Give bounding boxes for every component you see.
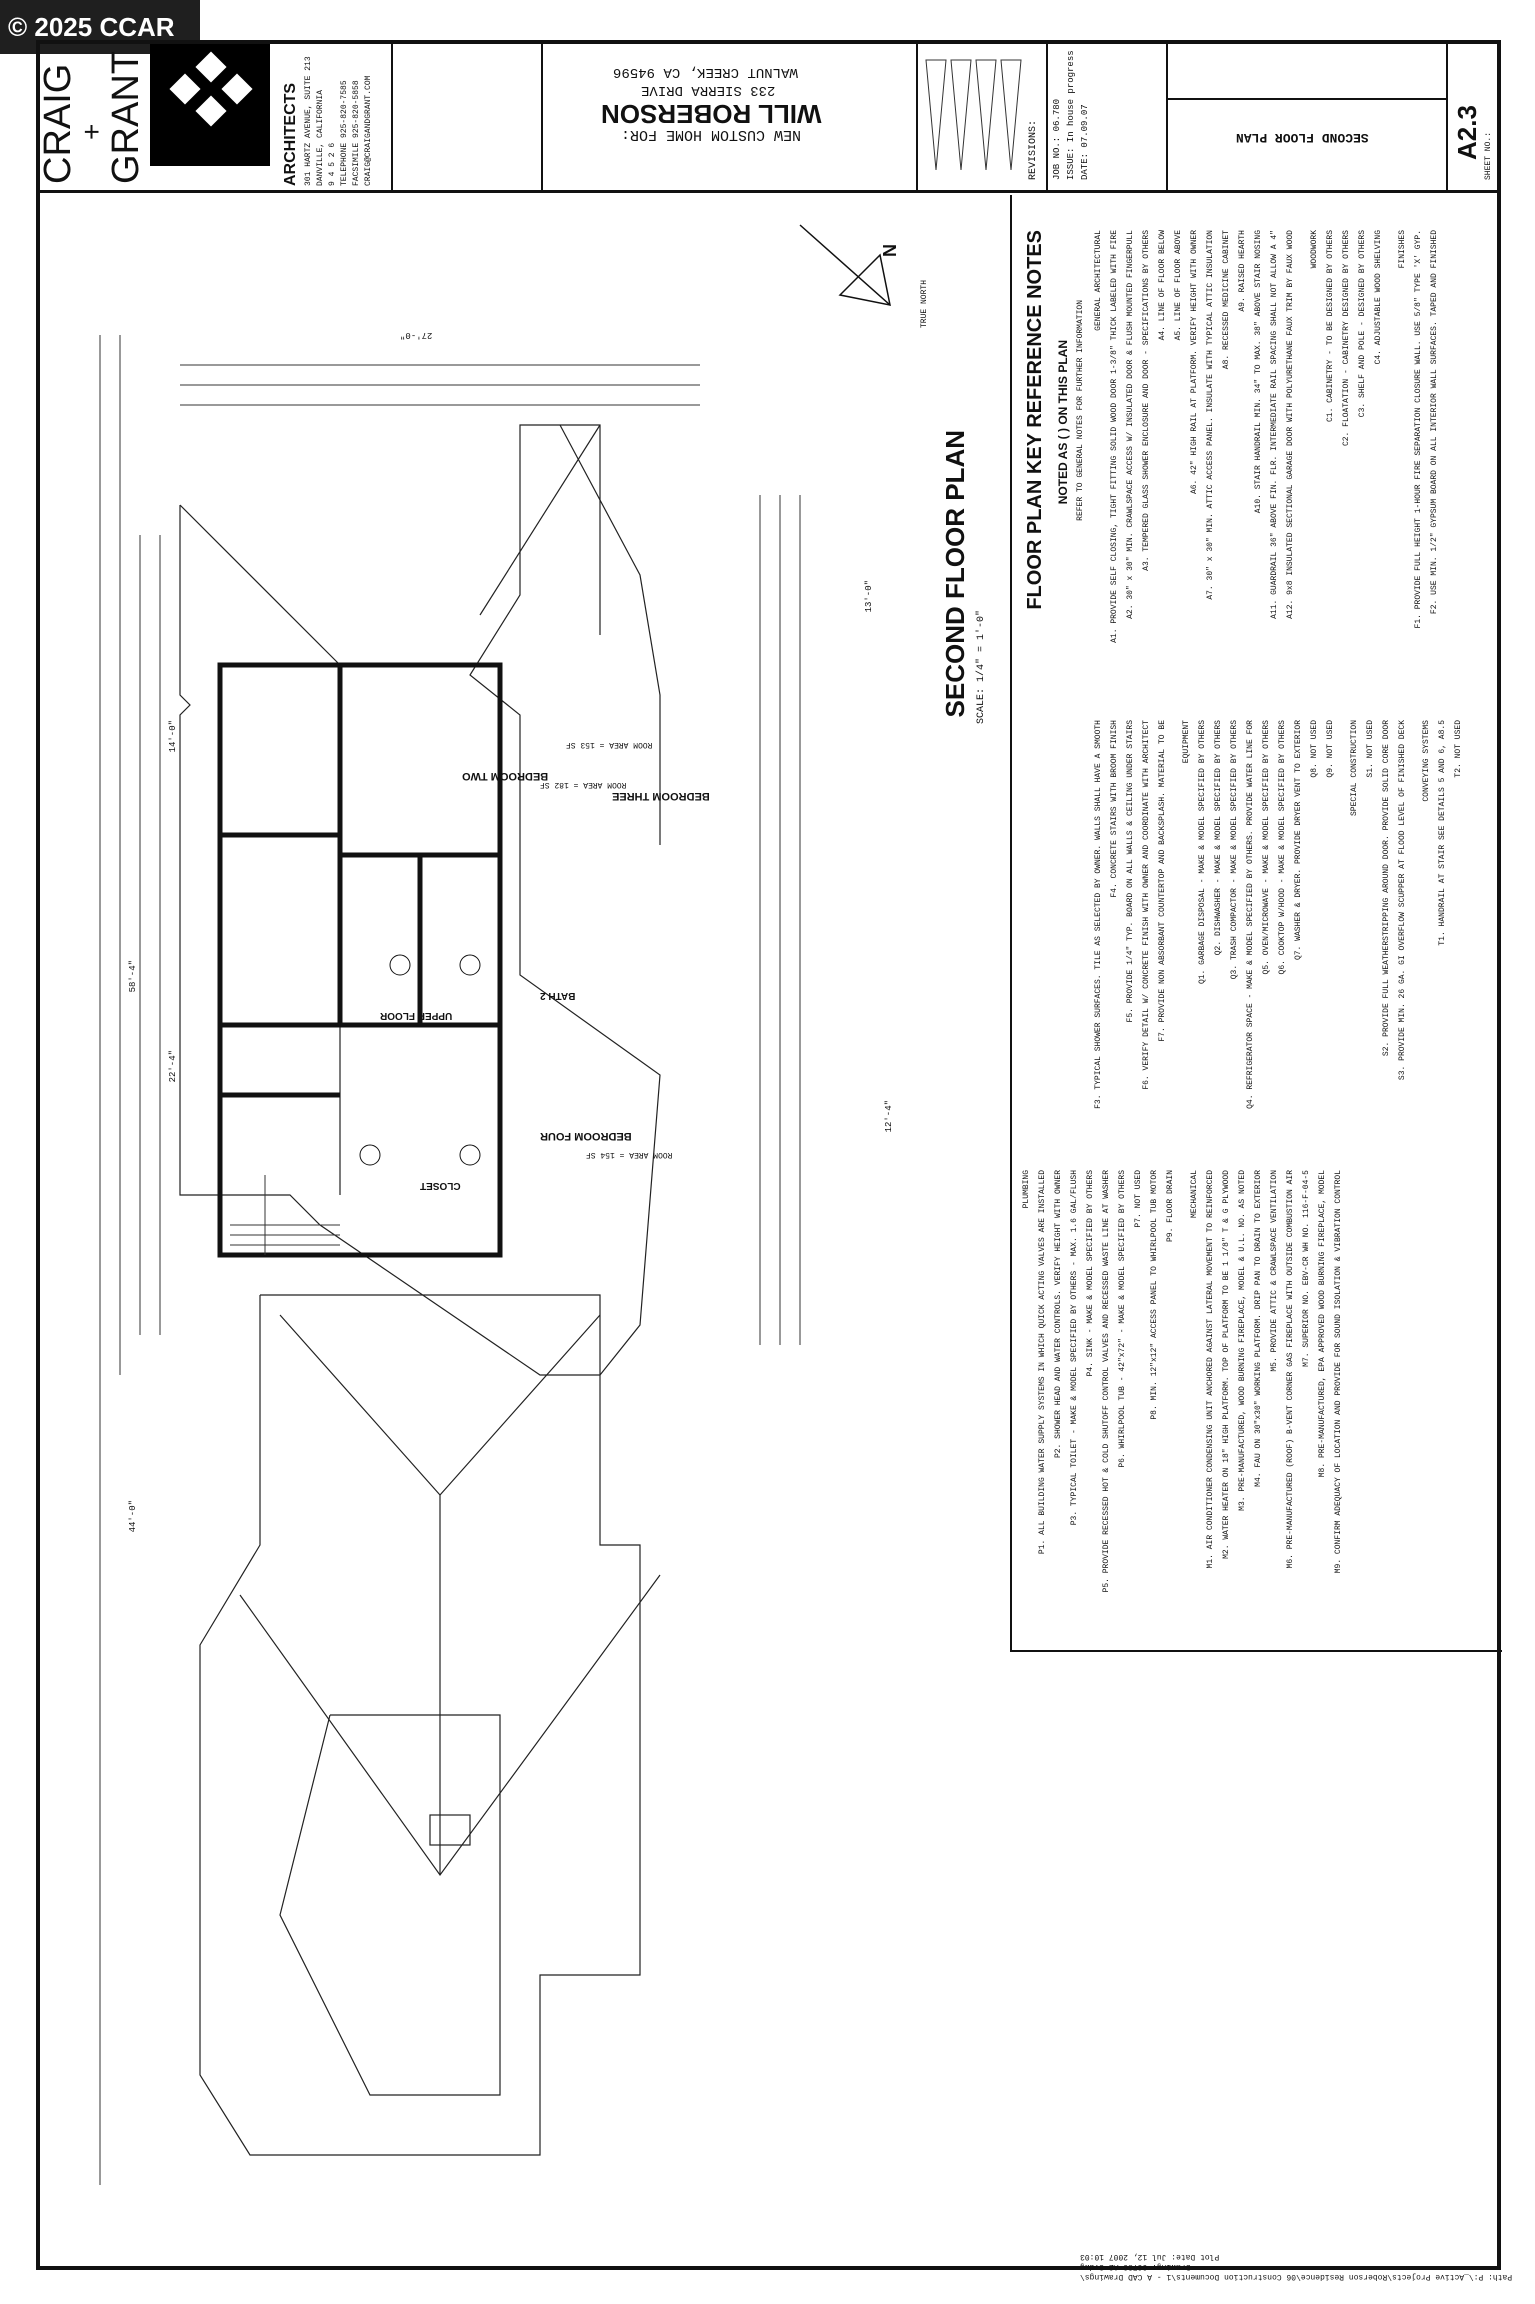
project-line1: NEW CUSTOM HOME FOR: bbox=[621, 126, 802, 143]
dimension-label: 12'-4" bbox=[884, 1100, 894, 1133]
note-line: Q8. NOT USED bbox=[1310, 720, 1319, 778]
north-arrow-icon bbox=[800, 225, 890, 305]
note-line: M5. PROVIDE ATTIC & CRAWLSPACE VENTILATION bbox=[1270, 1170, 1279, 1372]
sheet-title-block bbox=[1166, 40, 1448, 190]
room-bedroom-two-area: ROOM AREA = 153 SF bbox=[566, 740, 653, 749]
note-line: GENERAL ARCHITECTURAL bbox=[1094, 230, 1103, 331]
note-line: M9. CONFIRM ADEQUACY OF LOCATION AND PROVIDE FOR SOUND ISOLATION & VIBRATION CONTROL bbox=[1334, 1170, 1343, 1574]
firm-name: CRAIG bbox=[37, 63, 79, 184]
note-line: M4. FAU ON 30"x30" WORKING PLATFORM. DRIP PAN TO DRAIN TO EXTERIOR bbox=[1254, 1170, 1263, 1487]
dimension-label: 13'-0" bbox=[864, 580, 874, 613]
firm-plus: + bbox=[76, 123, 107, 140]
project-owner: WILL ROBERSON bbox=[601, 99, 822, 129]
plot-date: Plot Date: Jul 12, 2007 10:03 bbox=[1080, 2252, 1220, 2261]
note-line: A5. LINE OF FLOOR ABOVE bbox=[1174, 230, 1183, 341]
sheet-number-label: SHEET NO.: bbox=[1484, 131, 1493, 180]
note-line: S3. PROVIDE MIN. 26 GA. GI OVERFLOW SCUPPER AT FLOOD LEVEL OF FINISHED DECK bbox=[1398, 720, 1407, 1081]
note-line: P2. SHOWER HEAD AND WATER CONTROLS. VERIFY HEIGHT WITH OWNER bbox=[1054, 1170, 1063, 1459]
note-line: Q5. OVEN/MICROWAVE - MAKE & MODEL SPECIFIED BY OTHERS bbox=[1262, 720, 1271, 975]
revisions-block bbox=[916, 40, 1048, 190]
sheet-title: SECOND FLOOR PLAN bbox=[1236, 130, 1369, 145]
note-line: Q7. WASHER & DRYER. PROVIDE DRYER VENT TO EXTERIOR bbox=[1294, 720, 1303, 961]
note-line: P8. MIN. 12"x12" ACCESS PANEL TO WHIRLPOOL TUB MOTOR bbox=[1150, 1170, 1159, 1420]
firm-telephone: TELEPHONE 925-820-7585 bbox=[340, 80, 349, 186]
note-line: F3. TYPICAL SHOWER SURFACES. TILE AS SELECTED BY OWNER. WALLS SHALL HAVE A SMOOTH bbox=[1094, 720, 1103, 1109]
plot-drawing: Drawing: 06780-A2-3.dwg bbox=[1080, 2262, 1191, 2271]
note-line: A4. LINE OF FLOOR BELOW bbox=[1158, 230, 1167, 341]
firm-fax: FACSIMILE 925-820-5858 bbox=[352, 80, 361, 186]
note-line: CONVEYING SYSTEMS bbox=[1422, 720, 1431, 802]
title-block bbox=[36, 40, 1501, 193]
note-line: Q4. REFRIGERATOR SPACE - MAKE & MODEL SPECIFIED BY OTHERS. PROVIDE WATER LINE FOR bbox=[1246, 720, 1255, 1109]
firm-email: CRAIG@CRAIGANDGRANT.COM bbox=[364, 75, 373, 186]
note-line: M8. PRE-MANUFACTURED, EPA APPROVED WOOD BURNING FIREPLACE, MODEL bbox=[1318, 1170, 1327, 1478]
note-line: A3. TEMPERED GLASS SHOWER ENCLOSURE AND DOOR - SPECIFICATIONS BY OTHERS bbox=[1142, 230, 1151, 571]
notes-col-3 bbox=[1020, 1170, 1490, 1640]
note-line: F7. PROVIDE NON ABSORBANT COUNTERTOP AND BACKSPLASH. MATERIAL TO BE bbox=[1158, 720, 1167, 1042]
dimension-label: 44'-0" bbox=[128, 1500, 138, 1533]
logo-diamond-icon bbox=[221, 73, 252, 104]
note-line: EQUIPMENT bbox=[1182, 720, 1191, 764]
note-line: C4. ADJUSTABLE WOOD SHELVING bbox=[1374, 230, 1383, 365]
note-line: F5. PROVIDE 1/4" TYP. BOARD ON ALL WALLS & CEILING UNDER STAIRS bbox=[1126, 720, 1135, 1023]
note-line: M7. SUPERIOR NO. EBV-CR WH NO. 116-F-04-5 bbox=[1302, 1170, 1311, 1367]
note-line: M2. WATER HEATER ON 18" HIGH PLATFORM. TOP OF PLATFORM TO BE 1 1/8" T & G PLYWOOD bbox=[1222, 1170, 1231, 1559]
note-line: F1. PROVIDE FULL HEIGHT 1-HOUR FIRE SEPARATION CLOSURE WALL. USE 5/8" TYPE 'X' GYP. bbox=[1414, 230, 1423, 629]
firm-address1: 301 HARTZ AVENUE, SUITE 213 bbox=[304, 56, 313, 186]
note-line: A6. 42" HIGH RAIL AT PLATFORM. VERIFY HEIGHT WITH OWNER bbox=[1190, 230, 1199, 495]
firm-address2: DANVILLE, CALIFORNIA bbox=[316, 89, 325, 186]
note-line: F4. CONCRETE STAIRS WITH BROOM FINISH bbox=[1110, 720, 1119, 898]
room-bath-2: BATH 2 bbox=[540, 990, 576, 1001]
note-line: P9. FLOOR DRAIN bbox=[1166, 1170, 1175, 1243]
plot-path: Path: P:\_Active Projects\Roberson Residence\06 Construction Documents\1 - A CAD Drawings\ bbox=[1080, 2272, 1513, 2281]
room-upper-floor: UPPER FLOOR bbox=[380, 1010, 453, 1021]
sheet-number-block bbox=[1446, 40, 1501, 190]
note-line: A10. STAIR HANDRAIL MIN. 34" TO MAX. 38" ABOVE STAIR NOSING bbox=[1254, 230, 1263, 514]
note-line: PLUMBING bbox=[1022, 1170, 1031, 1209]
note-line: C2. FLOATATION - CABINETRY DESIGNED BY OTHERS bbox=[1342, 230, 1351, 447]
logo-mark bbox=[150, 44, 270, 166]
note-line: P7. NOT USED bbox=[1134, 1170, 1143, 1228]
room-bedroom-two: BEDROOM TWO bbox=[462, 770, 549, 782]
note-line: M1. AIR CONDITIONER CONDENSING UNIT ANCHORED AGAINST LATERAL MOVEMENT TO REINFORCED bbox=[1206, 1170, 1215, 1569]
job-number: JOB NO.: 06.780 bbox=[1052, 98, 1062, 180]
notes-col-2 bbox=[1092, 720, 1492, 1160]
note-line: A2. 30" x 30" MIN. CRAWLSPACE ACCESS W/ INSULATED DOOR & FLUSH MOUNTED FINGERPULL bbox=[1126, 230, 1135, 619]
note-line: P5. PROVIDE RECESSED HOT & COLD SHUTOFF CONTROL VALVES AND RECESSED WASTE LINE AT WASHER bbox=[1102, 1170, 1111, 1593]
job-issue: ISSUE: In house progress bbox=[1066, 50, 1076, 180]
logo-diamond-icon bbox=[169, 73, 200, 104]
dimension-label: 27'-0" bbox=[400, 330, 433, 340]
room-bedroom-four: BEDROOM FOUR bbox=[540, 1130, 632, 1142]
note-line: SPECIAL CONSTRUCTION bbox=[1350, 720, 1359, 817]
note-line: Q6. COOKTOP W/HOOD - MAKE & MODEL SPECIFIED BY OTHERS bbox=[1278, 720, 1287, 975]
north-label: N bbox=[880, 244, 900, 257]
note-line: A1. PROVIDE SELF CLOSING, TIGHT FITTING SOLID WOOD DOOR 1-3/8" THICK LABELED WITH FIRE bbox=[1110, 230, 1119, 643]
logo-diamond-icon bbox=[195, 51, 226, 82]
note-line: A12. 9x8 INSULATED SECTIONAL GARAGE DOOR WITH POLYURETHANE FAUX TRIM BY FAUX WOOD bbox=[1286, 230, 1295, 619]
dimension-label: 22'-4" bbox=[168, 1050, 178, 1083]
notes-title: FLOOR PLAN KEY REFERENCE NOTES bbox=[1024, 230, 1046, 610]
project-street: 233 SIERRA DRIVE bbox=[641, 82, 776, 98]
note-line: P4. SINK - MAKE & MODEL SPECIFIED BY OTHERS bbox=[1086, 1170, 1095, 1377]
room-bedroom-three-area: ROOM AREA = 182 SF bbox=[540, 780, 627, 789]
note-line: S1. NOT USED bbox=[1366, 720, 1375, 778]
note-line: T2. NOT USED bbox=[1454, 720, 1463, 778]
note-line: T1. HANDRAIL AT STAIR SEE DETAILS 5 AND 6, A8.5 bbox=[1438, 720, 1447, 946]
note-line: M3. PRE-MANUFACTURED, WOOD BURNING FIREPLACE, MODEL & U.L. NO. AS NOTED bbox=[1238, 1170, 1247, 1511]
title-blank bbox=[391, 40, 543, 190]
note-line: A7. 30" x 30" MIN. ATTIC ACCESS PANEL. INSULATE WITH TYPICAL ATTIC INSULATION bbox=[1206, 230, 1215, 600]
room-bedroom-three: BEDROOM THREE bbox=[612, 790, 710, 802]
dimension-label: 14'-0" bbox=[168, 720, 178, 753]
sheet-number: A2.3 bbox=[1452, 105, 1482, 160]
room-closet: CLOSET bbox=[420, 1180, 461, 1191]
plan-title: SECOND FLOOR PLAN bbox=[940, 430, 970, 718]
stairs bbox=[230, 1175, 340, 1255]
note-line: A11. GUARDRAIL 36" ABOVE FIN. FLR. INTERMEDIATE RAIL SPACING SHALL NOT ALLOW A 4" bbox=[1270, 230, 1279, 619]
copyright-badge: © 2025 CCAR bbox=[0, 0, 200, 54]
note-line: A9. RAISED HEARTH bbox=[1238, 230, 1247, 312]
note-line: Q3. TRASH COMPACTOR - MAKE & MODEL SPECIFIED BY OTHERS bbox=[1230, 720, 1239, 980]
note-line: MECHANICAL bbox=[1190, 1170, 1199, 1219]
project-block bbox=[541, 40, 918, 190]
note-line: C3. SHELF AND POLE - DESIGNED BY OTHERS bbox=[1358, 230, 1367, 418]
firm-name-grant: GRANT bbox=[105, 51, 147, 184]
firm-architects: ARCHITECTS bbox=[282, 82, 299, 186]
job-block bbox=[1046, 40, 1168, 190]
firm-logo-block bbox=[36, 40, 393, 190]
room-bedroom-four-area: ROOM AREA = 154 SF bbox=[586, 1150, 673, 1159]
note-line: Q1. GARBAGE DISPOSAL - MAKE & MODEL SPECIFIED BY OTHERS bbox=[1198, 720, 1207, 985]
dimension-label: 58'-4" bbox=[128, 960, 138, 993]
note-line: P3. TYPICAL TOILET - MAKE & MODEL SPECIFIED BY OTHERS - MAX. 1.6 GAL/FLUSH bbox=[1070, 1170, 1079, 1526]
note-line: M6. PRE-MANUFACTURED (ROOF) B-VENT CORNER GAS FIREPLACE WITH OUTSIDE COMBUSTION AIR bbox=[1286, 1170, 1295, 1569]
revision-triangles bbox=[916, 40, 1046, 190]
notes-subtitle: NOTED AS ( ) ON THIS PLAN bbox=[1056, 340, 1070, 505]
notes-refer: REFER TO GENERAL NOTES FOR FURTHER INFORMATION bbox=[1076, 300, 1085, 521]
note-line: F2. USE MIN. 1/2" GYPSUM BOARD ON ALL INTERIOR WALL SURFACES. TAPED AND FINISHED bbox=[1430, 230, 1439, 615]
note-line: P6. WHIRLPOOL TUB - 42"x72" - MAKE & MODEL SPECIFIED BY OTHERS bbox=[1118, 1170, 1127, 1468]
note-line: P1. ALL BUILDING WATER SUPPLY SYSTEMS IN WHICH QUICK ACTING VALVES ARE INSTALLED bbox=[1038, 1170, 1047, 1555]
true-north-label: TRUE NORTH bbox=[920, 280, 929, 329]
project-city: WALNUT CREEK, CA 94596 bbox=[613, 64, 798, 80]
note-line: C1. CABINETRY - TO BE DESIGNED BY OTHERS bbox=[1326, 230, 1335, 423]
notes-col-1 bbox=[1092, 230, 1492, 710]
note-line: F6. VERIFY DETAIL W/ CONCRETE FINISH WITH OWNER AND COORDINATE WITH ARCHITECT bbox=[1142, 720, 1151, 1090]
note-line: Q2. DISHWASHER - MAKE & MODEL SPECIFIED BY OTHERS bbox=[1214, 720, 1223, 956]
note-line: WOODWORK bbox=[1310, 230, 1319, 269]
plan-scale: SCALE: 1/4" = 1'-0" bbox=[976, 610, 987, 725]
revisions-label: REVISIONS: bbox=[1028, 119, 1039, 180]
floor-plan-drawing bbox=[40, 195, 1000, 2270]
logo-diamond-icon bbox=[195, 95, 226, 126]
note-line: S2. PROVIDE FULL WEATHERSTRIPPING AROUND DOOR. PROVIDE SOLID CORE DOOR bbox=[1382, 720, 1391, 1057]
job-date: DATE: 07.09.07 bbox=[1080, 104, 1090, 180]
note-line: Q9. NOT USED bbox=[1326, 720, 1335, 778]
note-line: A8. RECESSED MEDICINE CABINET bbox=[1222, 230, 1231, 370]
firm-zip: 9 4 5 2 6 bbox=[328, 142, 337, 186]
note-line: FINISHES bbox=[1398, 230, 1407, 269]
